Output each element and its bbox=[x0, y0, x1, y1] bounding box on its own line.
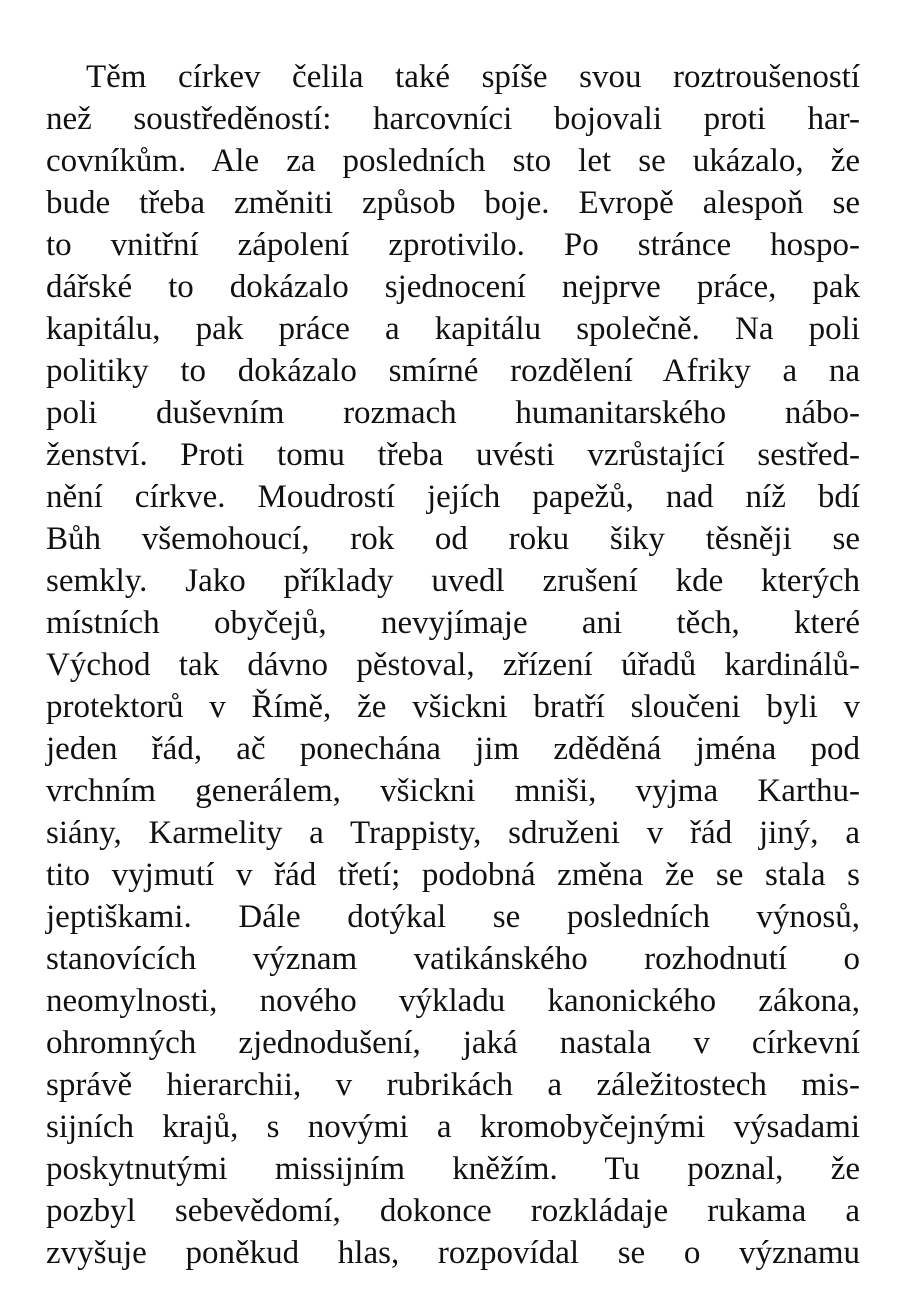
text-line: dářské to dokázalo sjednocení nejprve práce, pak bbox=[46, 269, 860, 305]
text-line: místních obyčejů, nevyjímaje ani těch, které bbox=[46, 605, 860, 641]
text-line: stanovících význam vatikánského rozhodnutí o bbox=[46, 941, 860, 977]
text-line: správě hierarchii, v rubrikách a záležitostech mis- bbox=[46, 1067, 860, 1103]
text-line: siány, Karmelity a Trappisty, sdruženi v řád jiný, a bbox=[46, 815, 860, 851]
text-line: jeptiškami. Dále dotýkal se posledních výnosů, bbox=[46, 899, 860, 935]
text-line: Těm církev čelila také spíše svou roztroušeností bbox=[86, 59, 860, 95]
text-line: covníkům. Ale za posledních sto let se ukázalo, že bbox=[46, 143, 860, 179]
text-line: ženství. Proti tomu třeba uvésti vzrůstající sestřed- bbox=[46, 437, 860, 473]
text-page bbox=[46, 56, 860, 1274]
text-line: politiky to dokázalo smírné rozdělení Afriky a na bbox=[46, 353, 860, 389]
text-line: Bůh všemohoucí, rok od roku šiky těsněji se bbox=[46, 521, 860, 557]
text-line: zvyšuje poněkud hlas, rozpovídal se o významu bbox=[46, 1235, 860, 1271]
text-line: vrchním generálem, všickni mniši, vyjma Karthu- bbox=[46, 773, 860, 809]
text-line: ohromných zjednodušení, jaká nastala v církevní bbox=[46, 1025, 860, 1061]
text-line: tito vyjmutí v řád třetí; podobná změna že se stala s bbox=[46, 857, 860, 893]
text-line: neomylnosti, nového výkladu kanonického zákona, bbox=[46, 983, 860, 1019]
text-line: než soustředěností: harcovníci bojovali proti har- bbox=[46, 101, 860, 137]
text-line: jeden řád, ač ponechána jim zděděná jména pod bbox=[46, 731, 860, 767]
text-line: sijních krajů, s novými a kromobyčejnými výsadami bbox=[46, 1109, 860, 1145]
text-line: protektorů v Římě, že všickni bratří sloučeni byli v bbox=[46, 689, 860, 725]
text-line: poskytnutými missijním kněžím. Tu poznal, že bbox=[46, 1151, 860, 1187]
text-line: Východ tak dávno pěstoval, zřízení úřadů kardinálů- bbox=[46, 647, 860, 683]
text-line: bude třeba změniti způsob boje. Evropě alespoň se bbox=[46, 185, 860, 221]
text-line: semkly. Jako příklady uvedl zrušení kde kterých bbox=[46, 563, 860, 599]
text-line: nění církve. Moudrostí jejích papežů, nad níž bdí bbox=[46, 479, 860, 515]
text-line: poli duševním rozmach humanitarského nábo- bbox=[46, 395, 860, 431]
text-line: kapitálu, pak práce a kapitálu společně. Na poli bbox=[46, 311, 860, 347]
text-line: pozbyl sebevědomí, dokonce rozkládaje rukama a bbox=[46, 1193, 860, 1229]
text-line: to vnitřní zápolení zprotivilo. Po stránce hospo- bbox=[46, 227, 860, 263]
